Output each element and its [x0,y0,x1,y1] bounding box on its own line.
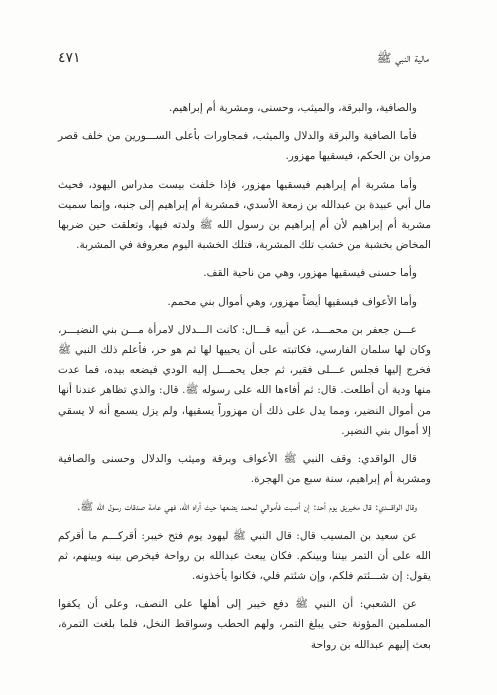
page-number: ٤٧١ [58,50,81,66]
body-text [58,98,431,663]
paragraph: وأما الأعواف فيسقيها أيضاً مهزور، وهي أموال بني محمم. [167,295,417,308]
paragraph: قال الواقدي: وقف النبي ﷺ الأعواف وبرقة وميثب والدلال وحسنى والصافية ومشربة أم إبراهيم، سنة سبع من الهجرة. [58,453,431,486]
paragraph: وأما حسنى فيسقيها مهزور، وهي من ناحية القف. [203,267,417,280]
running-title: مالية النبي ﷺ [376,51,429,65]
paragraph: وأما مشربة أم إبراهيم فيسقيها مهزور، فإذا خلفت بيست مدراس اليهود، فحيث مال أبي عبيدة بن عبدالله بن زمعة الأسدي، فمشربة أم إبراهيم إلى جنبه، وإنما سميت مشربة أم إبراهيم لأن أم إبراهيم بن رسول الله ﷺ ولدته فيها، وتعلقت حين ضربها المخاض بخشبة من خشب تلك المشربة، فتلك الخشبة اليوم معروفة في المشربة. [58,178,431,252]
paragraph: عن الشعبي: أن النبي ﷺ دفع خيبر إلى أهلها على النصف، وعلى أن يكفوا المسلمين المؤونة حتى يبلغ التمر، ولهم الحطب وسواقط النخل، فلما بلغت التمرة، بعث إليهم عبدالله بن رواحة [58,598,431,651]
paragraph: فأما الصافية والبرقة والدلال والميثب، فمجاورات بأعلى الســـورين من خلف قصر مروان بن الحكم، فيسقيها مهزور. [58,130,431,163]
paragraph: عـــن جعفر بن محمـــد، عن أبيه قـــال: كانت الـــدلال لامرأة مـــن بني النضيـــر، وكان لها سلمان الفارسي، فكاتبته على أن يحييها لها ثم هو حر، فأعلم ذلك النبي ﷺ فخرج إليها فجلس عـــلى فقير، ثم جعل يحمـــل إليه الودي فيضعه بيده، فما عدت منها ودية أن أطلعت. قال: ثم أفاءها الله على رسوله ﷺ. قال: والذي تظاهر عندنا أنها من أموال النضير، ومما يدل على ذلك أن مهزوراً يسقيها، ولم يزل يسمع أنه لا يسقي إلا أموال بني النضير. [58,323,431,437]
page-header [58,50,429,68]
paragraph: عن سعيد بن المسيب قال: قال النبي ﷺ ليهود يوم فتح خيبر: أقركـــم ما أقركم الله على أن التمر بيننا وبينكم. فكان يبعث عبدالله بن رواحة فيخرص بينه وبينهم، ثم يقول: إن شـــئتم فلكم، وإن شئتم فلي، فكانوا يأخذونه. [58,529,431,583]
paragraph: والصافية، والبرقة، والميثب، وحسنى، ومشربة أم إبراهيم. [168,102,417,114]
paragraph: وقال الواقـــدي: قال مخيريق يوم أحد: إن أصبت فأموالي لمحمد يضعها حيث أراه الله، فهي عامة صدقات رسول الله ﷺ. [77,501,417,514]
